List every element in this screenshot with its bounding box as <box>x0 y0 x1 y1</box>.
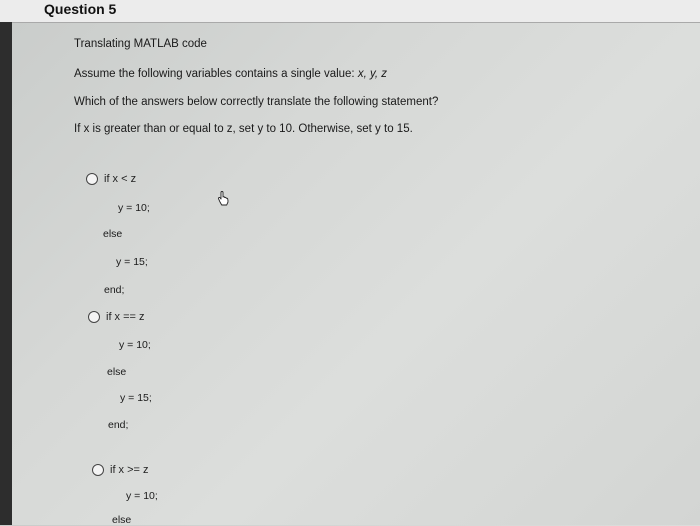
question-topic: Translating MATLAB code <box>74 38 207 50</box>
option-2-else: else <box>107 366 127 378</box>
option-2-then: y = 10; <box>119 339 151 351</box>
radio-button-icon[interactable] <box>88 311 100 323</box>
option-3-condition: if x >= z <box>110 464 149 476</box>
option-1-condition: if x < z <box>104 173 137 185</box>
option-1-radio[interactable] <box>86 173 136 185</box>
option-1-then: y = 10; <box>118 202 150 214</box>
question-assumption <box>74 68 387 80</box>
left-sidebar-strip <box>0 22 12 525</box>
option-1-else-value: y = 15; <box>116 256 148 268</box>
option-2-else-value: y = 15; <box>120 392 152 404</box>
assumption-text: Assume the following variables contains a single value: <box>74 68 355 80</box>
option-3-then: y = 10; <box>126 490 158 502</box>
option-2-condition: if x == z <box>106 311 145 323</box>
option-1-else: else <box>103 228 123 240</box>
option-1-end: end; <box>104 284 125 296</box>
question-prompt: Which of the answers below correctly translate the following statement? <box>74 96 439 108</box>
variable-list: x, y, z <box>357 68 388 80</box>
question-header <box>0 0 700 23</box>
radio-button-icon[interactable] <box>86 173 98 185</box>
option-2-end: end; <box>108 419 129 431</box>
option-3-else: else <box>112 514 132 526</box>
question-content <box>12 22 700 525</box>
option-3-radio[interactable] <box>92 464 149 476</box>
radio-button-icon[interactable] <box>92 464 104 476</box>
question-title: Question 5 <box>44 1 117 17</box>
option-2-radio[interactable] <box>88 311 145 323</box>
question-statement: If x is greater than or equal to z, set y to 10. Otherwise, set y to 15. <box>74 123 413 135</box>
hand-pointer-icon <box>216 190 232 206</box>
